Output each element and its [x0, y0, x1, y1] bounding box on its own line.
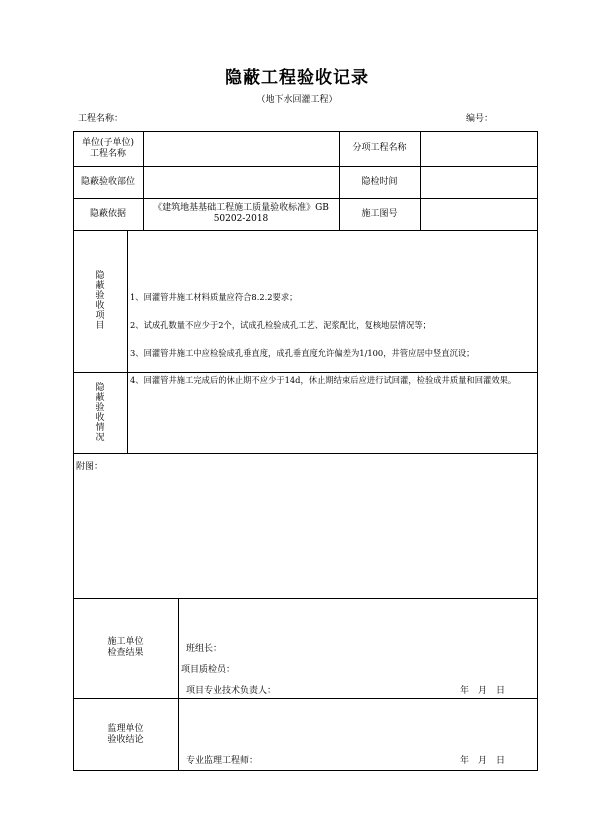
list-item: 4、回灌管井施工完成后的休止期不应少于14d，休止期结束后应进行试回灌，检验成井质量和回灌效果。	[130, 375, 517, 386]
list-item: 2、试成孔数量不应少于2个，试成孔检验成孔工艺、泥浆配比，复核地层情况等；	[130, 320, 431, 331]
list-item: 1、回灌管井施工材料质量应符合8.2.2要求；	[130, 292, 298, 303]
supervision-conclusion-label: 监理单位 验收结论	[107, 723, 144, 745]
project-name-label: 工程名称：	[78, 114, 124, 124]
sub-project-label: 分项工程名称	[352, 143, 407, 153]
sub-project-value[interactable]	[420, 131, 538, 166]
hidden-part-value[interactable]	[143, 166, 339, 198]
drawing-no-value[interactable]	[420, 198, 538, 230]
col-divider	[178, 598, 179, 771]
drawing-no-label: 施工图号	[361, 208, 398, 219]
unit-project-label: 单位(子单位) 工程名称	[81, 137, 135, 159]
date-label: 年 月 日	[460, 756, 506, 766]
supervisor-label: 专业监理工程师：	[186, 756, 259, 766]
hidden-part-label: 隐蔽验收部位	[80, 176, 135, 187]
tech-lead-label: 项目专业技术负责人：	[186, 686, 277, 696]
row-divider	[73, 230, 538, 231]
unit-project-value[interactable]	[143, 131, 339, 166]
team-leader-label: 班组长：	[186, 644, 223, 654]
items-label-cell	[73, 230, 127, 372]
number-label: 编号：	[466, 114, 494, 124]
status-label-cell	[73, 372, 127, 453]
quality-inspector-label: 项目质检员：	[181, 665, 236, 675]
attachment-label: 附图：	[76, 462, 104, 472]
date-label: 年 月 日	[460, 686, 506, 696]
row-divider	[73, 453, 538, 454]
status-label: 隐蔽验收情况	[95, 382, 105, 443]
document-subtitle: （地下水回灌工程）	[256, 95, 338, 105]
document-title: 隐蔽工程验收记录	[225, 68, 369, 88]
basis-value: 《建筑地基基础工程施工质量验收标准》GB 50202-2018	[153, 203, 329, 224]
items-label: 隐蔽验收项目	[95, 271, 105, 331]
inspect-time-value[interactable]	[420, 166, 538, 198]
construction-result-label: 施工单位 检查结果	[107, 637, 144, 658]
list-item: 3、回灌管井施工中应检验成孔垂直度，成孔垂直度允许偏差为1/100，井管应居中竖直沉设；	[130, 347, 475, 358]
inspect-time-label: 隐检时间	[361, 176, 398, 187]
basis-label: 隐蔽依据	[89, 208, 126, 219]
status-value[interactable]	[127, 372, 538, 453]
